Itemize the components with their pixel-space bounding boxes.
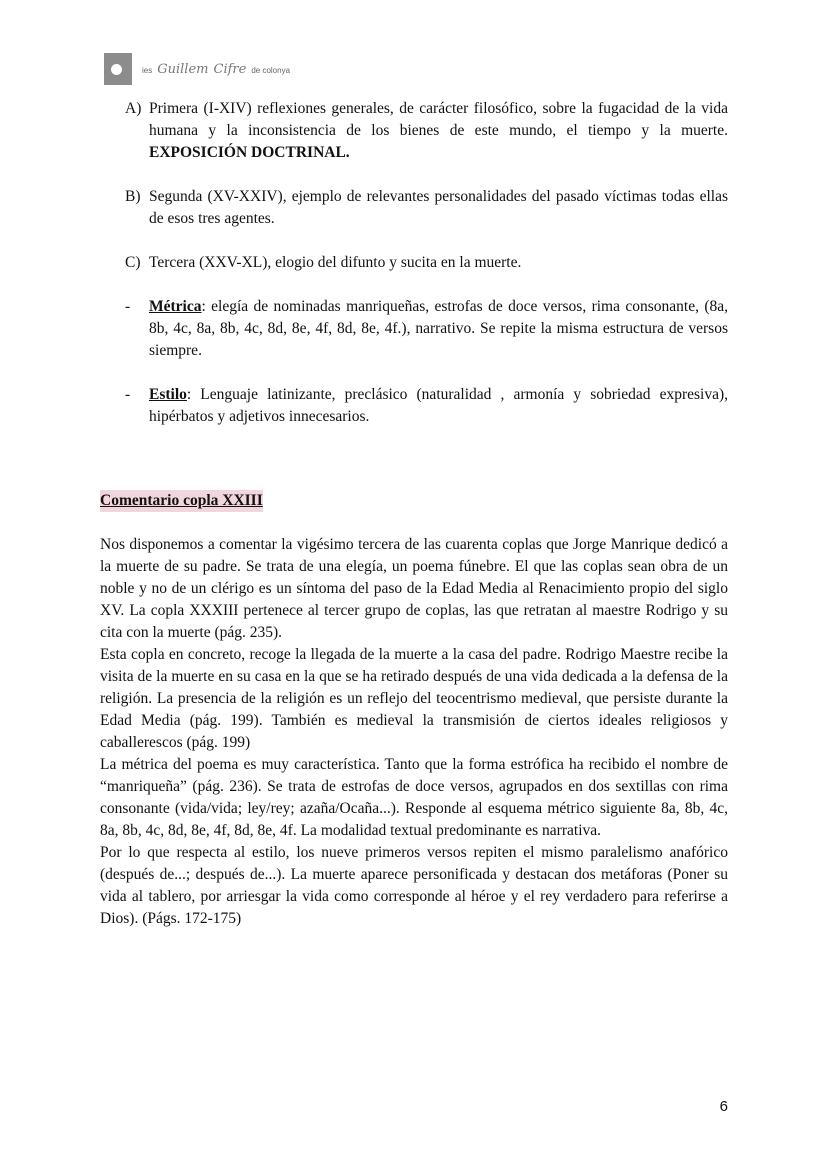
- list-item-a-text: Primera (I-XIV) reflexiones generales, de carácter filosófico, sobre la fugacidad de la vida humana y la inconsistencia de los bienes de este mundo, el tiempo y la muerte.: [149, 100, 728, 139]
- bullet-metrica: [100, 296, 728, 362]
- logo-circle-icon: [111, 64, 122, 75]
- list-marker: C): [125, 254, 141, 271]
- bullet-estilo: [100, 384, 728, 428]
- section-heading: Comentario copla XXIII: [100, 490, 263, 512]
- page-header: [104, 52, 290, 86]
- paragraph: Nos disponemos a comentar la vigésimo tercera de las cuarenta coplas que Jorge Manrique dedicó a la muerte de su padre. Se trata de una elegía, un poema fúnebre. El que las coplas sean obra de un noble y no de un clérigo es un síntoma del paso de la Edad Media al Renacimiento propio del siglo XV. La copla XXXIII pertenece al tercer grupo de coplas, las que retratan al maestre Rodrigo y su cita con la muerte (pág. 235).: [100, 536, 728, 641]
- list-item-c-text: Tercera (XXV-XL), elogio del difunto y sucita en la muerte.: [149, 254, 522, 271]
- page-number: 6: [719, 1098, 728, 1115]
- paragraph: Por lo que respecta al estilo, los nueve primeros versos repiten el mismo paralelismo anafórico (después de...; después de...). La muerte aparece personificada y destacan dos metáforas (Poner su vida al tablero, por arriesgar la vida como corresponde al héroe y el rey verdadero para referirse a Dios). (Págs. 172-175): [100, 844, 728, 927]
- bullet-marker: -: [125, 298, 131, 315]
- logo-suffix: de colonya: [251, 65, 291, 75]
- bullet-estilo-text: [149, 384, 728, 428]
- logo-name-2: Cifre: [213, 61, 247, 77]
- bullet-marker: -: [125, 386, 131, 403]
- school-logo: [104, 53, 132, 85]
- document-body: [100, 98, 728, 930]
- list-item-a: [100, 98, 728, 164]
- term-metrica: Métrica: [149, 298, 202, 315]
- paragraph: La métrica del poema es muy característica. Tanto que la forma estrófica ha recibido el nombre de “manriqueña” (pág. 236). Se trata de estrofas de doce versos, agrupados en dos sextillas con rima consonante (vida/vida; ley/rey; azaña/Ocaña...). Responde al esquema métrico siguiente 8a, 8b, 4c, 8a, 8b, 4c, 8d, 8e, 4f, 8d, 8e, 4f. La modalidad textual predominante es narrativa.: [100, 756, 728, 839]
- list-item-b: [100, 186, 728, 230]
- list-item-b-text: Segunda (XV-XXIV), ejemplo de relevantes personalidades del pasado víctimas todas ellas de esos tres agentes.: [149, 188, 728, 227]
- bullet-metrica-text: [149, 296, 728, 362]
- list-item-text: [149, 98, 728, 164]
- logo-prefix: ies: [142, 65, 153, 75]
- school-name: [142, 62, 290, 77]
- bullet-metrica-body: : elegía de nominadas manriqueñas, estrofas de doce versos, rima consonante, (8a, 8b, 4c, 8a, 8b, 4c, 8d, 8e, 4f, 8d, 8e, 4f.), narrativo. Se repite la misma estructura de versos siempre.: [149, 298, 728, 359]
- paragraph: Esta copla en concreto, recoge la llegada de la muerte a la casa del padre. Rodrigo Maestre recibe la visita de la muerte en su casa en la que se ha retirado después de una vida dedicada a la defensa de la religión. La presencia de la religión es un reflejo del teocentrismo medieval, que persiste durante la Edad Media (pág. 199). También es medieval la transmisión de ciertos ideales religiosos y caballerescos (pág. 199): [100, 646, 728, 751]
- list-marker: B): [125, 188, 141, 205]
- list-marker: A): [125, 100, 142, 117]
- bullet-estilo-body: : Lenguaje latinizante, preclásico (naturalidad , armonía y sobriedad expresiva), hipérbatos y adjetivos innecesarios.: [149, 386, 728, 425]
- list-item-c: [100, 252, 728, 274]
- term-estilo: Estilo: [149, 386, 187, 403]
- logo-name-1: Guillem: [157, 61, 209, 77]
- list-item-a-bold: EXPOSICIÓN DOCTRINAL.: [149, 144, 350, 161]
